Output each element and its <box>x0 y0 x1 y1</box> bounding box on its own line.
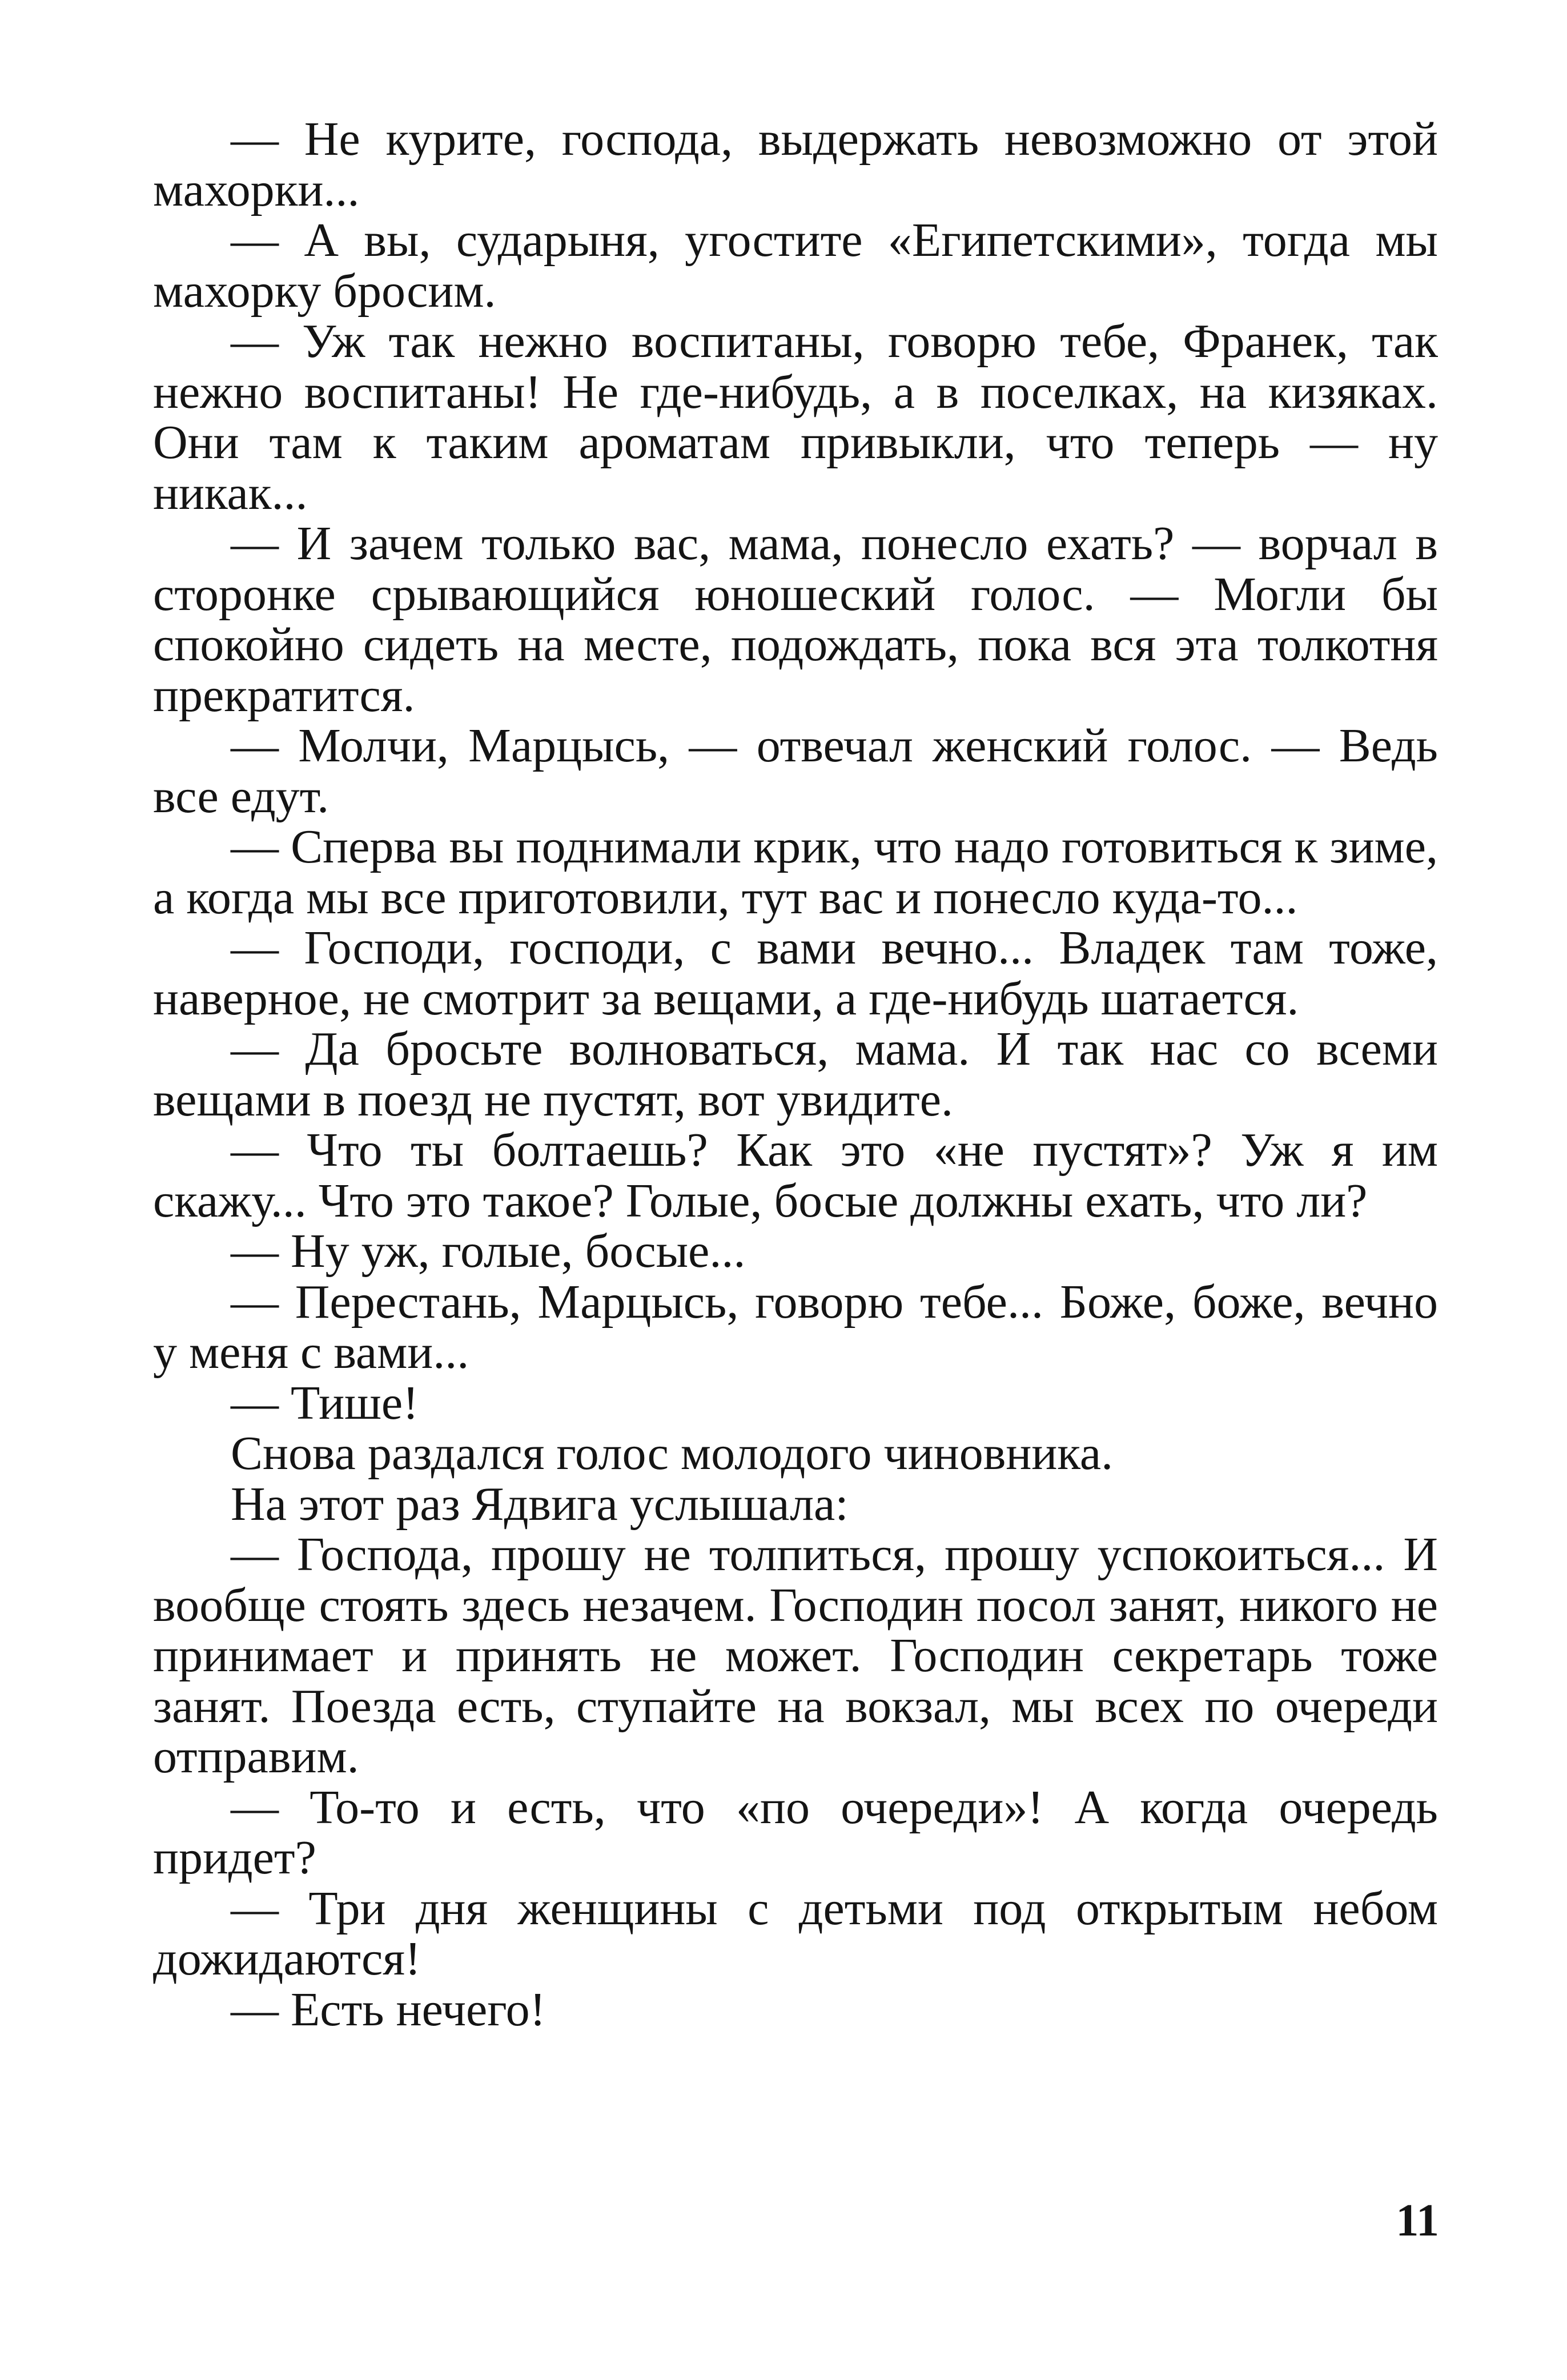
paragraph: — Тише! <box>231 1376 419 1430</box>
page-number: 11 <box>1396 2196 1439 2246</box>
paragraph: — Молчи, Марцысь, — отвечал женский голос. — Ведь все едут. <box>153 719 1438 823</box>
paragraph: — Да бросьте волноваться, мама. И так нас со всеми вещами в поезд не пустят, вот увидите. <box>153 1022 1438 1126</box>
paragraph: — То-то и есть, что «по очереди»! А когда очередь придет? <box>153 1780 1438 1884</box>
paragraph: — Ну уж, голые, босые... <box>231 1225 746 1278</box>
paragraph: — Три дня женщины с детьми под открытым небом дожидаются! <box>153 1881 1438 1985</box>
paragraph: — Господи, господи, с вами вечно... Владек там тоже, наверное, не смотрит за вещами, а где-нибудь шатается. <box>153 921 1438 1025</box>
paragraph: — Перестань, Марцысь, говорю тебе... Боже, боже, вечно у меня с вами... <box>153 1275 1438 1379</box>
paragraph: — Господа, прошу не толпиться, прошу успокоиться... И вообще стоять здесь незачем. Господин посол занят, никого не принимает и принять не может. Господин секретарь тоже занят. Поезда есть, ступайте на вокзал, мы всех по очереди отправим. <box>153 1528 1438 1783</box>
paragraph: — Есть нечего! <box>231 1982 546 2036</box>
paragraph: — А вы, сударыня, угостите «Египетскими», тогда мы махорку бросим. <box>153 214 1438 318</box>
paragraph: — Уж так нежно воспитаны, говорю тебе, Франек, так нежно воспитаны! Не где-нибудь, а в поселках, на кизяках. Они там к таким ароматам привыкли, что теперь — ну никак... <box>153 315 1438 520</box>
paragraph: — И зачем только вас, мама, понесло ехать? — ворчал в сторонке срывающийся юношеский голос. — Могли бы спокойно сидеть на месте, подождать, пока вся эта толкотня прекратится. <box>153 517 1438 722</box>
paragraph: — Сперва вы поднимали крик, что надо готовиться к зиме, а когда мы все приготовили, тут вас и понесло куда-то... <box>153 820 1438 924</box>
page-text <box>153 114 1438 2035</box>
paragraph: — Что ты болтаешь? Как это «не пустят»? Уж я им скажу... Что это такое? Голые, босые должны ехать, что ли? <box>153 1123 1438 1227</box>
paragraph: — Не курите, господа, выдержать невозможно от этой махорки... <box>153 113 1438 216</box>
paragraph: Снова раздался голос молодого чиновника. <box>231 1427 1114 1480</box>
paragraph: На этот раз Ядвига услышала: <box>231 1477 849 1531</box>
